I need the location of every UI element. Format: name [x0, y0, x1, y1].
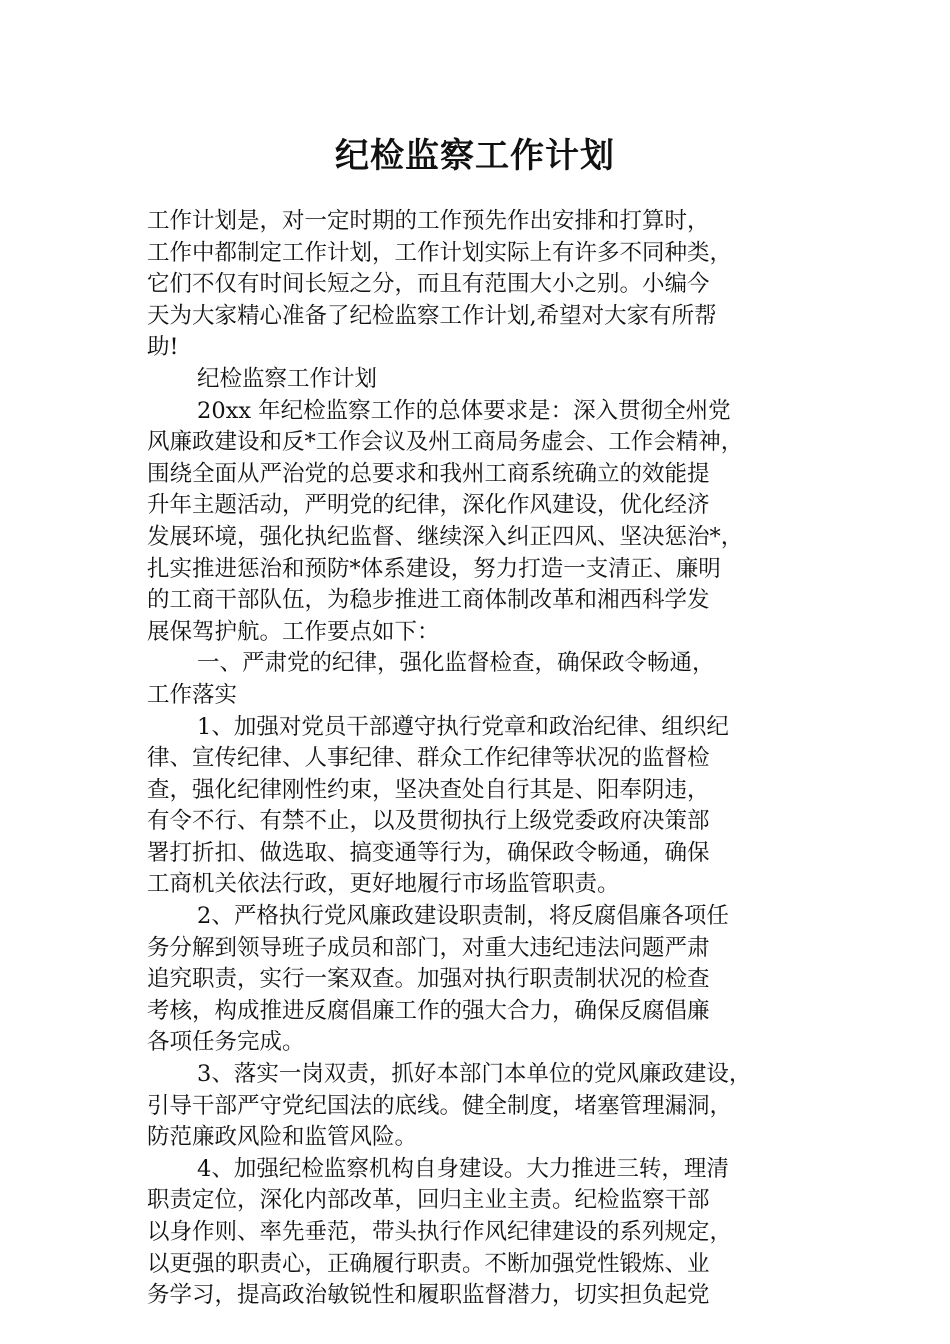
text-line: 扎实推进惩治和预防*体系建设，努力打造一支清正、廉明 [147, 555, 721, 582]
text-line: 有令不行、有禁不止，以及贯彻执行上级党委政府决策部 [147, 808, 710, 835]
text-line: 它们不仅有时间长短之分，而且有范围大小之别。小编今 [147, 271, 710, 298]
text-line: 律、宣传纪律、人事纪律、群众工作纪律等状况的监督检 [147, 745, 710, 772]
text-line: 4、加强纪检监察机构自身建设。大力推进三转，理清 [197, 1155, 729, 1182]
text-line: 围绕全面从严治党的总要求和我州工商系统确立的效能提 [147, 460, 710, 487]
text-line: 风廉政建设和反*工作会议及州工商局务虚会、工作会精神， [147, 429, 744, 456]
text-line: 3、落实一岗双责，抓好本部门本单位的党风廉政建设， [197, 1061, 752, 1088]
text-line: 查，强化纪律刚性约束，坚决查处自行其是、阳奉阴违， [147, 776, 710, 803]
text-line: 追究职责，实行一案双查。加强对执行职责制状况的检查 [147, 966, 710, 993]
text-line: 升年主题活动，严明党的纪律，深化作风建设，优化经济 [147, 492, 710, 519]
text-line: 职责定位，深化内部改革，回归主业主责。纪检监察干部 [147, 1187, 710, 1214]
text-line: 以更强的职责心，正确履行职责。不断加强党性锻炼、业 [147, 1250, 710, 1277]
text-line: 的工商干部队伍，为稳步推进工商体制改革和湘西科学发 [147, 587, 710, 614]
text-line: 展保驾护航。工作要点如下： [147, 618, 440, 645]
text-line: 发展环境，强化执纪监督、继续深入纠正四风、坚决惩治*， [147, 523, 744, 550]
text-line: 1、加强对党员干部遵守执行党章和政治纪律、组织纪 [197, 713, 729, 740]
text-line: 工商机关依法行政，更好地履行市场监管职责。 [147, 871, 620, 898]
document-title: 纪检监察工作计划 [335, 136, 615, 176]
text-line: 署打折扣、做选取、搞变通等行为，确保政令畅通，确保 [147, 839, 710, 866]
text-line: 2、严格执行党风廉政建设职责制，将反腐倡廉各项任 [197, 903, 729, 930]
text-line: 引导干部严守党纪国法的底线。健全制度，堵塞管理漏洞， [147, 1092, 733, 1119]
text-line: 考核，构成推进反腐倡廉工作的强大合力，确保反腐倡廉 [147, 997, 710, 1024]
text-line: 助! [147, 334, 179, 361]
text-line: 20xx 年纪检监察工作的总体要求是：深入贯彻全州党 [197, 397, 731, 424]
document-body [147, 206, 811, 1312]
text-line: 防范廉政风险和监管风险。 [147, 1124, 418, 1151]
text-line: 天为大家精心准备了纪检监察工作计划,希望对大家有所帮 [147, 302, 717, 329]
text-line: 工作计划是，对一定时期的工作预先作出安排和打算时， [147, 208, 710, 234]
text-line: 工作落实 [147, 681, 238, 708]
text-line: 一、严肃党的纪律，强化监督检查，确保政令畅通， [197, 650, 715, 677]
text-line: 工作中都制定工作计划，工作计划实际上有许多不同种类， [147, 239, 733, 266]
text-line: 务分解到领导班子成员和部门，对重大违纪违法问题严肃 [147, 934, 710, 961]
text-line: 各项任务完成。 [147, 1029, 305, 1056]
text-line: 以身作则、率先垂范，带头执行作风纪律建设的系列规定， [147, 1219, 733, 1245]
text-line: 纪检监察工作计划 [197, 365, 378, 392]
text-line: 务学习，提高政治敏锐性和履职监督潜力，切实担负起党 [147, 1282, 710, 1309]
